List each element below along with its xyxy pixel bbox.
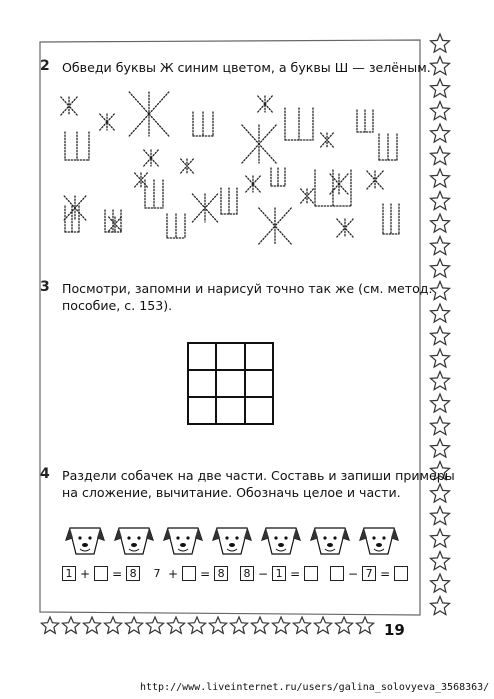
task-3-text-line1: Посмотри, запомни и нарисуй точно так же (см. метод.	[62, 281, 433, 296]
equation-2	[150, 566, 228, 581]
dog-face-icon	[213, 528, 251, 554]
border-star-icon	[431, 349, 450, 367]
border-star-icon	[188, 617, 205, 633]
border-star-icon	[314, 617, 331, 633]
border-star-icon	[431, 552, 450, 570]
border-star-icon	[272, 617, 289, 633]
equation-3	[240, 566, 318, 581]
eq1-box-b[interactable]	[94, 566, 108, 581]
border-star-icon	[293, 617, 310, 633]
dotted-letter-sh	[65, 132, 89, 160]
border-star-icon	[431, 327, 450, 345]
dotted-letter-zh	[246, 176, 260, 192]
border-star-icon	[335, 617, 352, 633]
dog-face-icon	[66, 528, 104, 554]
border-star-icon	[431, 304, 450, 322]
border-star-icon	[356, 617, 373, 633]
border-star-icon	[431, 34, 450, 52]
eq4-eq: =	[380, 566, 391, 581]
border-star-icon	[431, 574, 450, 592]
border-star-icon	[230, 617, 247, 633]
dog-face-icon	[360, 528, 398, 554]
border-star-icon	[104, 617, 121, 633]
dog-face-icon	[311, 528, 349, 554]
dotted-letter-sh	[357, 110, 373, 132]
eq3-box-c[interactable]	[304, 566, 318, 581]
task-2-number: 2	[40, 58, 50, 74]
border-star-icon	[431, 372, 450, 390]
dotted-letter-zh	[61, 97, 77, 115]
eq2-op: +	[168, 566, 179, 581]
task-2-text: Обведи буквы Ж синим цветом, а буквы Ш — зелёным.	[62, 60, 431, 75]
border-star-icon	[431, 597, 450, 615]
dog-faces-row	[64, 524, 424, 558]
border-star-icon	[431, 439, 450, 457]
dotted-letter-sh	[271, 168, 285, 186]
dotted-letter-zh	[109, 217, 122, 231]
border-star-icon	[41, 617, 58, 633]
border-star-icon	[125, 617, 142, 633]
border-star-icon	[146, 617, 163, 633]
border-star-icon	[431, 394, 450, 412]
dotted-letter-zh	[367, 171, 383, 189]
border-star-icon	[431, 484, 450, 502]
dotted-letter-zh	[301, 189, 314, 203]
dotted-letter-zh	[129, 92, 169, 136]
border-star-icon	[431, 259, 450, 277]
dotted-letter-zh	[258, 96, 272, 112]
dotted-letter-zh	[259, 208, 291, 244]
dotted-letter-sh	[285, 108, 313, 140]
eq3-eq: =	[290, 566, 301, 581]
page-number: 19	[384, 621, 405, 639]
eq3-op: −	[258, 566, 269, 581]
task-4-text-line1: Раздели собачек на две части. Составь и запиши примеры	[62, 468, 455, 483]
task-3-text-line2: пособие, с. 153).	[62, 298, 173, 313]
dotted-letter-zh	[100, 114, 114, 130]
dotted-letter-zh	[242, 125, 276, 163]
border-star-icon	[431, 507, 450, 525]
eq3-box-b[interactable]: 1	[272, 566, 286, 581]
border-star-icon	[83, 617, 100, 633]
eq2-box-b[interactable]	[182, 566, 196, 581]
border-star-icon	[251, 617, 268, 633]
border-star-icon	[431, 529, 450, 547]
border-star-icon	[209, 617, 226, 633]
dotted-letter-sh	[383, 204, 399, 234]
eq1-eq: =	[112, 566, 123, 581]
eq4-box-a[interactable]	[330, 566, 344, 581]
dotted-letter-sh	[221, 188, 237, 214]
task-3-number: 3	[40, 279, 50, 295]
eq2-box-c[interactable]: 8	[214, 566, 228, 581]
border-star-icon	[431, 417, 450, 435]
dog-face-icon	[164, 528, 202, 554]
eq2-eq: =	[200, 566, 211, 581]
dog-face-icon	[115, 528, 153, 554]
dotted-letter-sh	[145, 180, 163, 208]
dog-face-icon	[262, 528, 300, 554]
dotted-letter-sh	[379, 134, 397, 160]
dotted-letter-sh	[315, 170, 351, 206]
border-star-icon	[431, 57, 450, 75]
eq2-box-a: 7	[153, 567, 161, 580]
dotted-letter-zh	[181, 159, 194, 173]
eq4-op: −	[348, 566, 359, 581]
task-4-text-line2: на сложение, вычитание. Обозначь целое и части.	[62, 485, 401, 500]
task-4-number: 4	[40, 466, 50, 482]
dotted-letter-zh	[64, 196, 86, 220]
eq4-box-c[interactable]	[394, 566, 408, 581]
dotted-letter-sh	[193, 112, 213, 136]
border-star-icon	[62, 617, 79, 633]
dotted-letter-sh	[167, 214, 185, 238]
dotted-letter-zh	[337, 219, 353, 237]
dotted-letter-zh	[321, 133, 334, 147]
dotted-letter-zh	[192, 194, 217, 222]
grid-3x3-figure	[187, 342, 275, 426]
eq1-op: +	[80, 566, 91, 581]
border-star-icon	[431, 282, 450, 300]
eq4-box-b[interactable]: 7	[362, 566, 376, 581]
footer-url: http://www.liveinternet.ru/users/galina_solovyeva_3568363/	[140, 682, 490, 693]
eq1-box-a[interactable]: 1	[62, 566, 76, 581]
eq1-box-c[interactable]: 8	[126, 566, 140, 581]
eq3-box-a[interactable]: 8	[240, 566, 254, 581]
equation-1	[62, 566, 140, 581]
dotted-letter-zh	[144, 150, 158, 166]
equation-4	[330, 566, 408, 581]
border-star-icon	[167, 617, 184, 633]
dotted-letters-area	[45, 88, 445, 258]
